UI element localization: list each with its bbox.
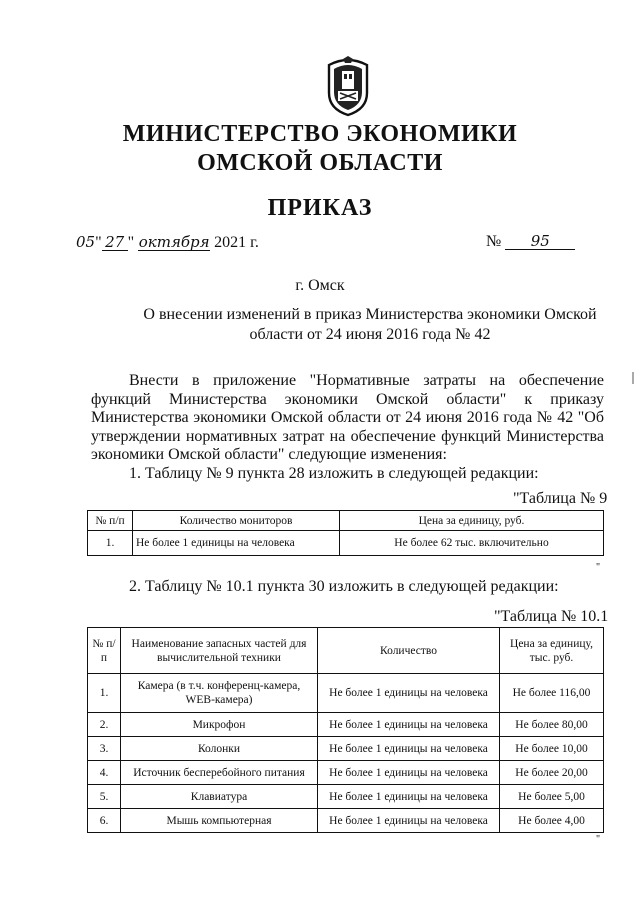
table-cell: Не более 10,00 xyxy=(500,737,604,761)
table-cell: Камера (в т.ч. конференц-камера, WEB-камера) xyxy=(121,674,318,713)
table-cell: 3. xyxy=(88,737,121,761)
table-cell: Не более 1 единицы на человека xyxy=(318,674,500,713)
coat-of-arms-icon xyxy=(325,55,371,117)
table-row xyxy=(88,674,604,713)
table-10-1 xyxy=(87,627,604,833)
table-header-cell: Наименование запасных частей для вычислительной техники xyxy=(121,628,318,674)
order-number: 95 xyxy=(505,233,575,250)
ministry-name xyxy=(0,120,640,178)
table-cell: Не более 1 единицы на человека xyxy=(318,785,500,809)
date-line xyxy=(76,233,259,252)
table-cell: 5. xyxy=(88,785,121,809)
table-header-cell: Количество мониторов xyxy=(133,511,340,531)
table-9 xyxy=(87,510,604,556)
table9-label: "Таблица № 9 xyxy=(513,490,608,507)
table-cell: 2. xyxy=(88,713,121,737)
body-text: Внести в приложение "Нормативные затраты на обеспечение функций Министерства экономики Омской области" к приказу Министерства экономики Омской области от 24 июня 2016 года № 42 "Об утверждении нормативных затрат на обеспечение функций Министерства экономики Омской области" следующие изменения: xyxy=(91,372,604,463)
table-header-cell: № п/п xyxy=(88,628,121,674)
table-cell: Не более 80,00 xyxy=(500,713,604,737)
table-row xyxy=(88,809,604,833)
table-cell: Не более 1 единицы на человека xyxy=(318,809,500,833)
number-label: № xyxy=(486,233,502,250)
table-cell: 1. xyxy=(88,674,121,713)
table-cell: 6. xyxy=(88,809,121,833)
subject-line-1: О внесении изменений в приказ Министерства экономики Омской xyxy=(143,306,597,323)
table-header-cell: № п/п xyxy=(88,511,133,531)
quote-open: " xyxy=(95,234,102,251)
table-cell: Мышь компьютерная xyxy=(121,809,318,833)
table-row xyxy=(88,737,604,761)
table-cell: Не более 20,00 xyxy=(500,761,604,785)
table-cell: Не более 62 тыс. включительно xyxy=(340,531,604,556)
table-row xyxy=(88,531,604,556)
ministry-line-1: МИНИСТЕРСТВО ЭКОНОМИКИ xyxy=(122,121,518,147)
table-row xyxy=(88,785,604,809)
order-number-line xyxy=(486,233,575,251)
table-cell: Колонки xyxy=(121,737,318,761)
date-prefix: 05 xyxy=(76,233,96,251)
item-2-text: 2. Таблицу № 10.1 пункта 30 изложить в следующей редакции: xyxy=(129,578,559,595)
city: г. Омск xyxy=(295,277,345,294)
doc-type-title: ПРИКАЗ xyxy=(267,195,373,221)
table-cell: Источник бесперебойного питания xyxy=(121,761,318,785)
quote-close: " xyxy=(127,234,135,251)
table-cell: 1. xyxy=(88,531,133,556)
date-month: октября xyxy=(138,233,210,251)
table-cell: Не более 116,00 xyxy=(500,674,604,713)
ministry-line-2: ОМСКОЙ ОБЛАСТИ xyxy=(197,150,443,176)
table-cell: Не более 1 единицы на человека xyxy=(318,761,500,785)
table-cell: Клавиатура xyxy=(121,785,318,809)
table-cell: Не более 1 единицы на человека xyxy=(133,531,340,556)
table-header-cell: Цена за единицу, тыс. руб. xyxy=(500,628,604,674)
table10-end-quote: " xyxy=(596,834,601,845)
table-header-cell: Количество xyxy=(318,628,500,674)
item-1-text: 1. Таблицу № 9 пункта 28 изложить в следующей редакции: xyxy=(129,464,539,482)
body-paragraph xyxy=(91,372,604,483)
order-subject xyxy=(140,305,600,345)
table-cell: Микрофон xyxy=(121,713,318,737)
table9-end-quote: " xyxy=(596,562,601,573)
date-day: 27 xyxy=(102,234,128,251)
table-cell: 4. xyxy=(88,761,121,785)
table-cell: Не более 5,00 xyxy=(500,785,604,809)
table-row xyxy=(88,761,604,785)
table-header-cell: Цена за единицу, руб. xyxy=(340,511,604,531)
date-year: 2021 г. xyxy=(214,234,259,251)
scan-artifact xyxy=(632,372,634,384)
table10-label: "Таблица № 10.1 xyxy=(494,608,609,625)
subject-line-2: области от 24 июня 2016 года № 42 xyxy=(249,326,491,343)
table-cell: Не более 1 единицы на человека xyxy=(318,713,500,737)
table-row xyxy=(88,713,604,737)
table-cell: Не более 1 единицы на человека xyxy=(318,737,500,761)
table-header-row xyxy=(88,628,604,674)
table-cell: Не более 4,00 xyxy=(500,809,604,833)
table-header-row xyxy=(88,511,604,531)
